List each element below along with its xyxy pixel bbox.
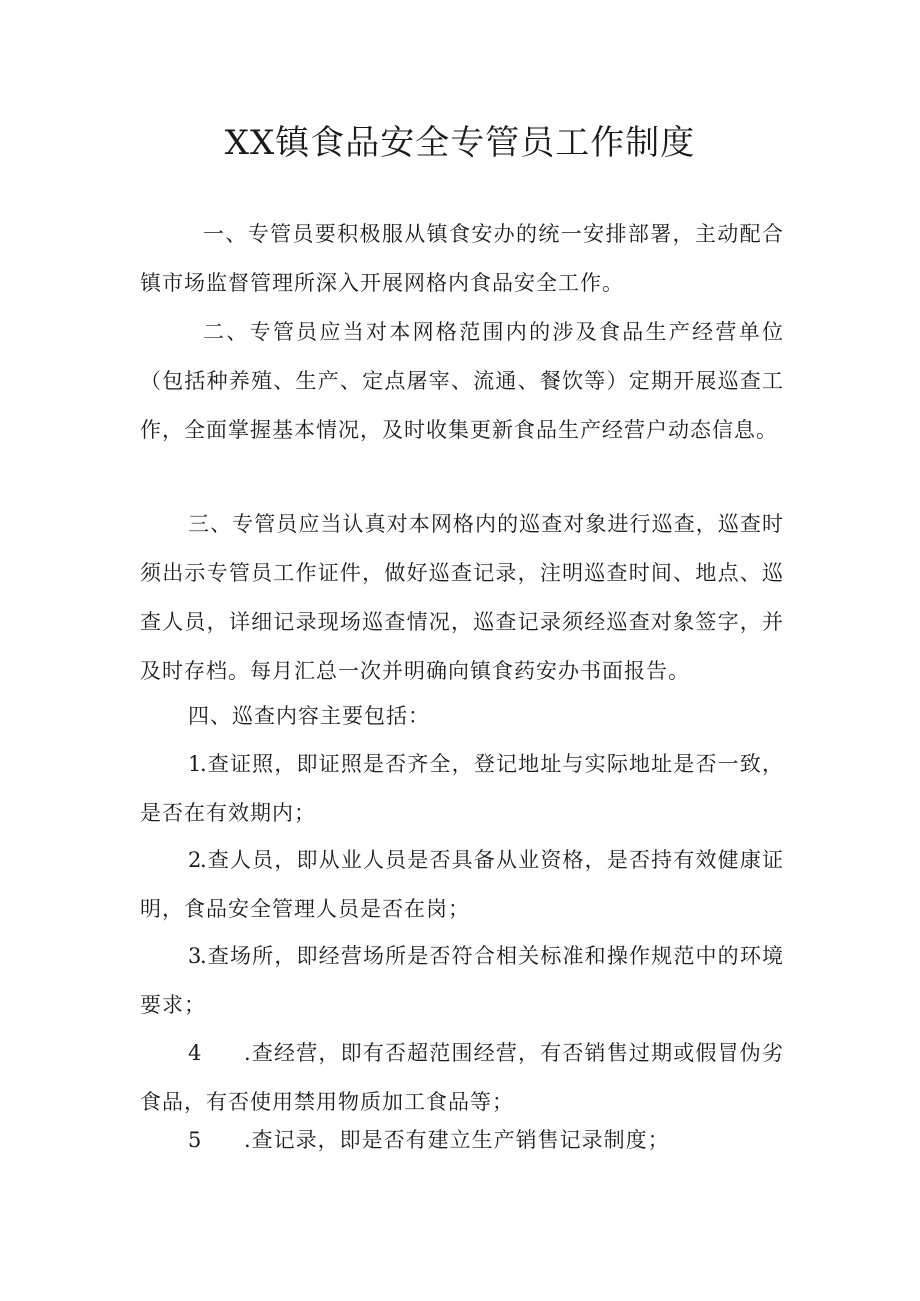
document-title: XX镇食品安全专管员工作制度: [224, 123, 696, 163]
item-text: .查人员，即从业人员是否具备从业资格，是否持有效健康证明，食品安全管理人员是否在岗；: [140, 848, 784, 921]
list-item: [140, 932, 784, 1030]
paragraph-2: 二、专管员应当对本网格范围内的涉及食品生产经营单位（包括种养殖、生产、定点屠宰、流通、餐饮等）定期开展巡查工作，全面掌握基本情况，及时收集更新食品生产经营户动态信息。: [140, 320, 784, 442]
paragraph-1: 一、专管员要积极服从镇食安办的统一安排部署，主动配合镇市场监督管理所深入开展网格内食品安全工作。: [140, 222, 784, 295]
item-text: .查记录，即是否有建立生产销售记录制度；: [244, 1128, 670, 1152]
paragraph-3: 三、专管员应当认真对本网格内的巡查对象进行巡查，巡查时须出示专管员工作证件，做好巡查记录，注明巡查时间、地点、巡查人员，详细记录现场巡查情况，巡查记录须经巡查对象签字，并及时存档。每月汇总一次并明确向镇食药安办书面报告。: [140, 512, 784, 683]
list-item: [140, 1029, 784, 1127]
list-item: [140, 740, 784, 838]
item-number: 4: [188, 1041, 203, 1065]
item-number: 2: [188, 848, 203, 872]
item-number: 5: [188, 1128, 203, 1152]
item-text: .查场所，即经营场所是否符合相关标准和操作规范中的环境要求；: [140, 944, 784, 1017]
paragraph-4: 四、巡查内容主要包括：: [188, 704, 430, 728]
item-number: 3: [188, 944, 203, 968]
item-number: 1: [188, 752, 203, 776]
list-item: [140, 1116, 784, 1165]
item-text: .查经营，即有否超范围经营，有否销售过期或假冒伪劣食品，有否使用禁用物质加工食品等；: [140, 1041, 784, 1114]
item-text: .查证照，即证照是否齐全，登记地址与实际地址是否一致，是否在有效期内；: [140, 752, 784, 825]
list-item: [140, 836, 784, 934]
